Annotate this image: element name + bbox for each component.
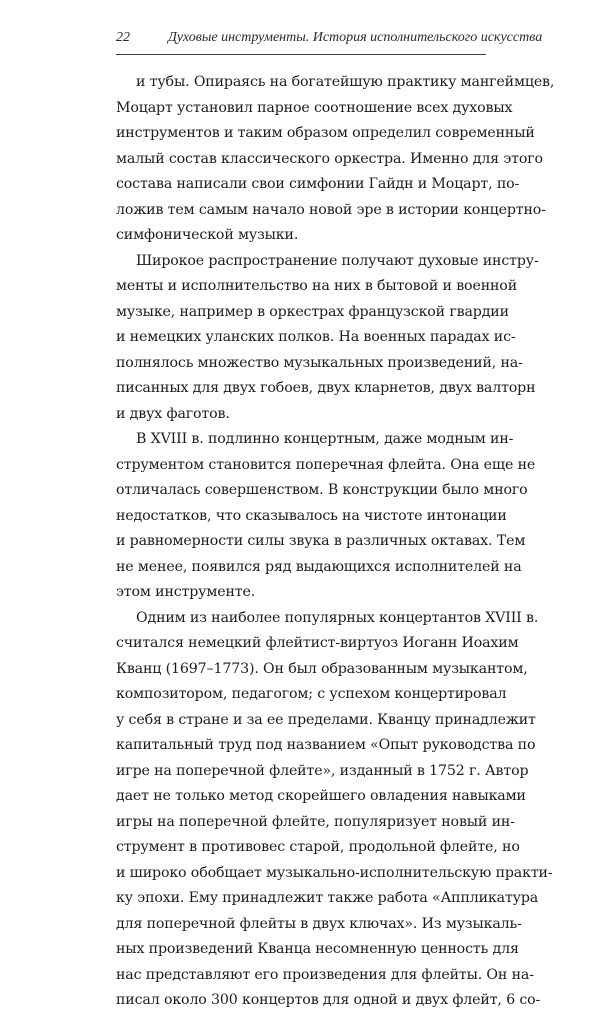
text-line: струментом становится поперечная флейта. Она еще не <box>116 456 536 473</box>
paragraph <box>116 249 539 428</box>
text-line: у себя в стране и за ее пределами. Кванцу принадлежит <box>116 711 536 728</box>
page-header <box>116 30 543 52</box>
text-line: В XVIII в. подлинно концертным, даже модным ин- <box>136 431 514 447</box>
text-line: полнялось множество музыкальных произведений, на- <box>116 354 523 371</box>
text-line: нас представляют его произведения для флейты. Он на- <box>116 966 534 983</box>
text-line: ложив тем самым начало новой эре в истории концертно- <box>116 201 546 218</box>
text-line: игре на поперечной флейте», изданный в 1752 г. Автор <box>116 762 529 779</box>
text-line: писал около 300 концертов для одной и двух флейт, 6 со- <box>116 992 541 1008</box>
text-line: Одним из наиболее популярных концертантов XVIII в. <box>136 609 539 626</box>
text-line: ных произведений Кванца несомненную ценность для <box>116 941 519 957</box>
page-number: 22 <box>116 30 130 45</box>
text-line: для поперечной флейты в двух ключах». Из музыкаль- <box>116 915 522 932</box>
text-line: капитальный труд под названием «Опыт руководства по <box>116 737 536 753</box>
text-line: недостатков, что сказывалось на чистоте интонации <box>116 507 507 524</box>
text-line: и широко обобщает музыкально-исполнительскую практи- <box>116 864 553 881</box>
text-line: инструментов и таким образом определил современный <box>116 125 535 141</box>
text-line: игры на поперечной флейте, популяризует новый ин- <box>116 813 515 830</box>
text-line: Кванц (1697–1773). Он был образованным музыкантом, <box>116 660 528 677</box>
paragraph <box>116 70 555 249</box>
paragraph <box>116 606 553 1014</box>
text-line: симфонической музыки. <box>116 227 299 243</box>
text-line: и немецких уланских полков. На военных парадах ис- <box>116 329 516 345</box>
running-head: Духовые инструменты. История исполнительского искусства <box>168 30 543 45</box>
text-line: ку эпохи. Ему принадлежит также работа «Аппликатура <box>116 890 539 906</box>
text-line: Широкое распространение получают духовые инстру- <box>136 252 539 269</box>
text-line: малый состав классического оркестра. Именно для этого <box>116 150 543 167</box>
text-line: и двух фаготов. <box>116 405 230 422</box>
text-line: Моцарт установил парное соотношение всех духовых <box>116 99 513 116</box>
text-line: композитором, педагогом; с успехом концертировал <box>116 686 507 702</box>
text-line: музыке, например в оркестрах французской гвардии <box>116 303 509 320</box>
paragraph <box>116 427 536 606</box>
header-rule <box>116 54 486 55</box>
text-line: считался немецкий флейтист-виртуоз Иоганн Иоахим <box>116 635 519 651</box>
text-line: менты и исполнительство на них в бытовой и военной <box>116 278 518 294</box>
text-line: дает не только метод скорейшего овладения навыками <box>116 788 526 804</box>
text-line: и тубы. Опираясь на богатейшую практику мангеймцев, <box>136 74 555 90</box>
text-line: отличалась совершенством. В конструкции было много <box>116 482 528 498</box>
text-line: этом инструменте. <box>116 584 256 600</box>
text-line: и равномерности силы звука в различных октавах. Тем <box>116 533 526 549</box>
text-line: струмент в противовес старой, продольной флейте, но <box>116 839 520 855</box>
text-line: не менее, появился ряд выдающихся исполнителей на <box>116 558 522 575</box>
text-line: писанных для двух гобоев, двух кларнетов, двух валторн <box>116 380 536 396</box>
text-line: состава написали свои симфонии Гайдн и Моцарт, по- <box>116 176 520 192</box>
body-text <box>116 70 555 1014</box>
